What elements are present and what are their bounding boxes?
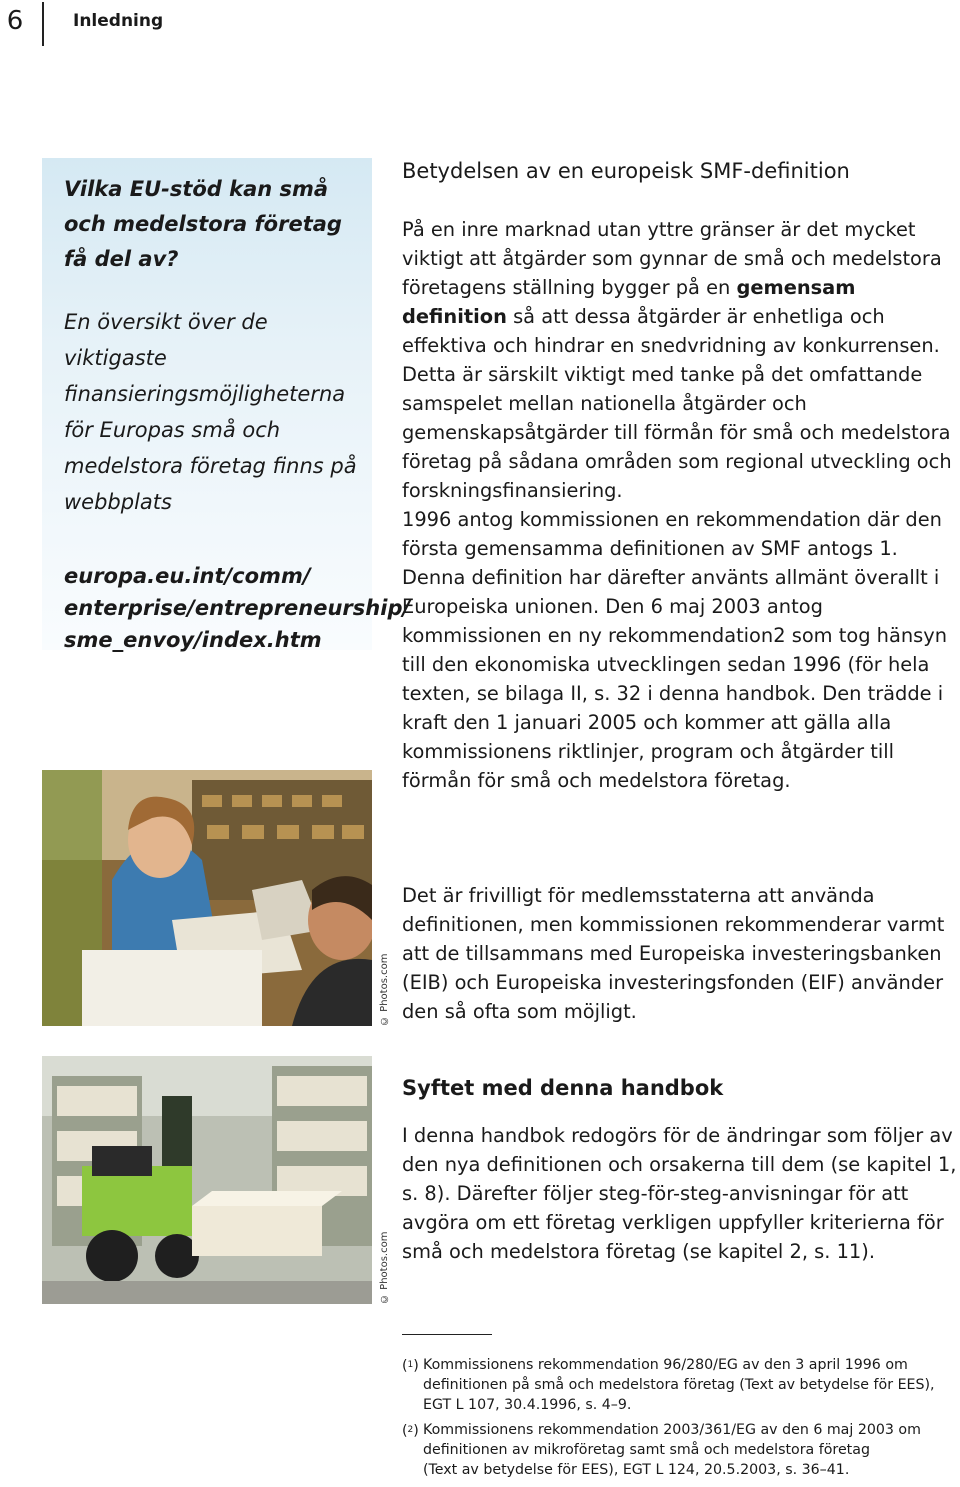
warehouse-photo	[42, 1056, 372, 1304]
photo-credit: © Photos.com	[379, 953, 390, 1026]
sidebar-url-link[interactable]: europa.eu.int/comm/ enterprise/entrepreneurship/ sme_envoy/index.htm	[64, 564, 411, 652]
shop-photo	[42, 770, 372, 1026]
footnote-marker: ($^1$)	[402, 1358, 419, 1374]
footnote-marker: ($^2$)	[402, 1423, 419, 1439]
header-divider	[42, 2, 44, 46]
para1-text-a: På en inre marknad utan yttre gränser är det mycket viktigt att åtgärder som gynnar de små och medelstora företagens ställning bygger på en	[402, 218, 942, 299]
main-title: Betydelsen av en europeisk SMF-definition	[402, 159, 850, 183]
shop-photo-illustration	[42, 770, 372, 1026]
para1-text-d: Denna definition har därefter använts allmänt överallt i Europeiska unionen. Den 6 maj 2003 antog kommissionen en ny rekommendation2 som tog hänsyn till den ekonomiska utvecklingen sedan 1996 (för hela texten, se bilaga II, s. 32 i denna handbok. Den trädde i kraft den 1 januari 2005 och kommer att gälla alla kommissionens riktlinjer, program och åtgärder till förmån för små och medelstora företag.	[402, 566, 948, 792]
footnote-text: Kommissionens rekommendation 2003/361/EG av den 6 maj 2003 om definitionen av mikroföretag samt små och medelstora företag (Text av betydelse för EES), EGT L 124, 20.5.2003, s. 36–41.	[423, 1422, 921, 1478]
paragraph-smf-definition	[402, 215, 960, 795]
footnote-1	[402, 1355, 960, 1415]
para1-text-c: 1996 antog kommissionen en rekommendation där den första gemensamma definitionen av SMF antogs 1.	[402, 508, 942, 560]
warehouse-photo-illustration	[42, 1056, 372, 1304]
sidebar-text: En översikt över de viktigaste finansieringsmöjligheterna för Europas små och medelstora företag finns på webbplats	[64, 310, 357, 514]
footnote-2	[402, 1420, 960, 1480]
page-number: 6	[6, 6, 24, 36]
footnote-text: Kommissionens rekommendation 96/280/EG av den 3 april 1996 om definitionen på små och medelstora företag (Text av betydelse för EES), EGT L 107, 30.4.1996, s. 4–9.	[423, 1357, 935, 1413]
subsection-title: Syftet med denna handbok	[402, 1076, 724, 1100]
photo-credit: © Photos.com	[379, 1231, 390, 1304]
para1-text-b: så att dessa åtgärder är enhetliga och effektiva och hindrar en snedvridning av konkurrensen. Detta är särskilt viktigt med tanke på det omfattande samspelet mellan nationella åtgärder och gemenskapsåtgärder till förmån för små och medelstora företag på sådana områden som regional utveckling och forskningsfinansiering.	[402, 305, 952, 502]
section-label: Inledning	[73, 11, 164, 31]
sidebar-question: Vilka EU-stöd kan små och medelstora företag få del av?	[64, 177, 342, 271]
paragraph-handbook-purpose: I denna handbok redogörs för de ändringar som följer av den nya definitionen och orsakerna till dem (se kapitel 1, s. 8). Därefter följer steg-för-steg-anvisningar för att avgöra om ett företag verkligen uppfyller kriterierna för små och medelstora företag (se kapitel 2, s. 11).	[402, 1124, 957, 1263]
footnote-rule	[402, 1334, 492, 1335]
para1-bold-term: gemensam definition	[402, 276, 856, 328]
paragraph-voluntary-use: Det är frivilligt för medlemsstaterna att använda definitionen, men kommissionen rekommenderar varmt att de tillsammans med Europeiska investeringsbanken (EIB) och Europeiska investeringsfonden (EIF) använder den så ofta som möjligt.	[402, 884, 945, 1023]
